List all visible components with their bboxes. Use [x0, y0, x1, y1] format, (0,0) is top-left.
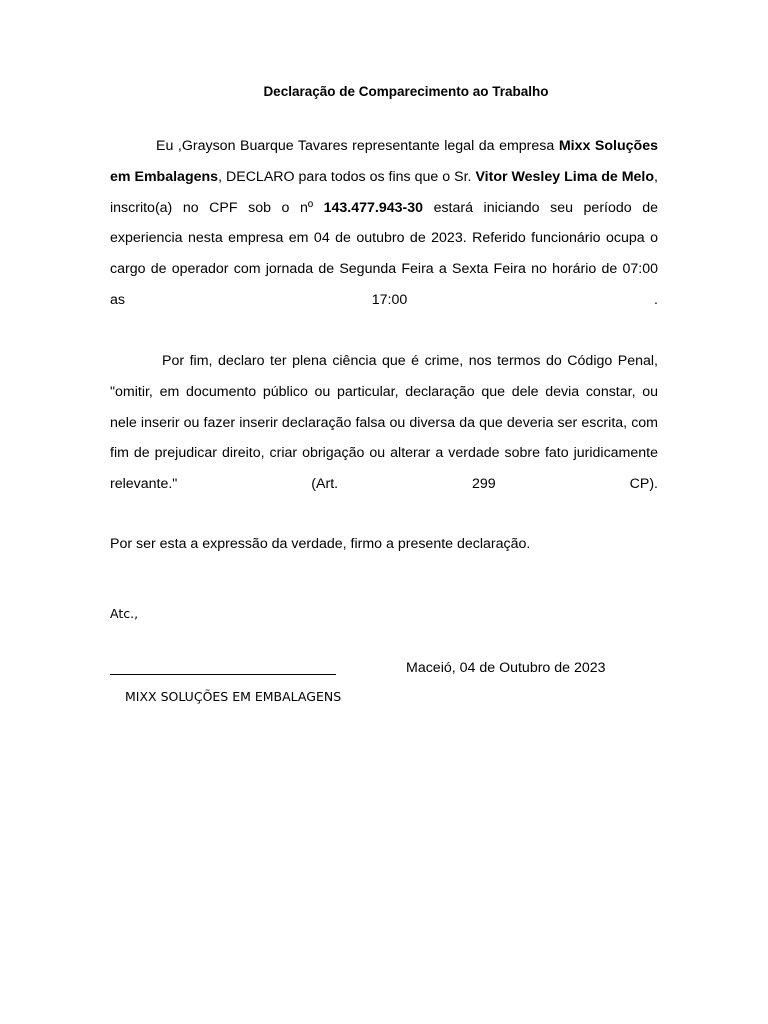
declaration-text-4: estará iniciando seu período de experiencia nesta empresa em 04 de outubro de 2023. Referido funcionário ocupa o cargo de operador com jornada de Segunda Feira a Sexta Feira no horário de 07:00 as 17:00 .	[110, 199, 658, 308]
legal-notice-text: Por fim, declaro ter plena ciência que é crime, nos termos do Código Penal, "omitir, em documento público ou particular, declaração que dele devia constar, ou nele inserir ou fazer inserir declaração falsa ou diversa da que deveria ser escrita, com fim de prejudicar direito, criar obrigação ou alterar a verdade sobre fato juridicamente relevante." (Art. 299 CP).	[110, 353, 658, 493]
declaration-text-3: , inscrito(a) no CPF sob o nº	[110, 168, 658, 216]
employee-cpf: 143.477.943-30	[323, 199, 424, 216]
employee-name: Vitor Wesley Lima de Melo	[475, 168, 655, 185]
signature-line	[110, 674, 336, 675]
declaration-text-1: Eu ,Grayson Buarque Tavares representante legal da empresa	[156, 138, 559, 154]
signature-name: MIXX SOLUÇÕES EM EMBALAGENS	[125, 689, 342, 704]
document-title: Declaração de Comparecimento ao Trabalho	[263, 84, 549, 99]
salutation: Atc.,	[110, 606, 139, 621]
declaration-paragraph	[110, 131, 658, 316]
declaration-text-2: , DECLARO para todos os fins que o Sr.	[218, 168, 476, 185]
company-name: Mixx Soluções em Embalagens	[110, 138, 659, 185]
closing-statement: Por ser esta a expressão da verdade, firmo a presente declaração.	[110, 536, 531, 552]
legal-notice-paragraph	[110, 346, 658, 500]
place-and-date: Maceió, 04 de Outubro de 2023	[406, 660, 606, 676]
